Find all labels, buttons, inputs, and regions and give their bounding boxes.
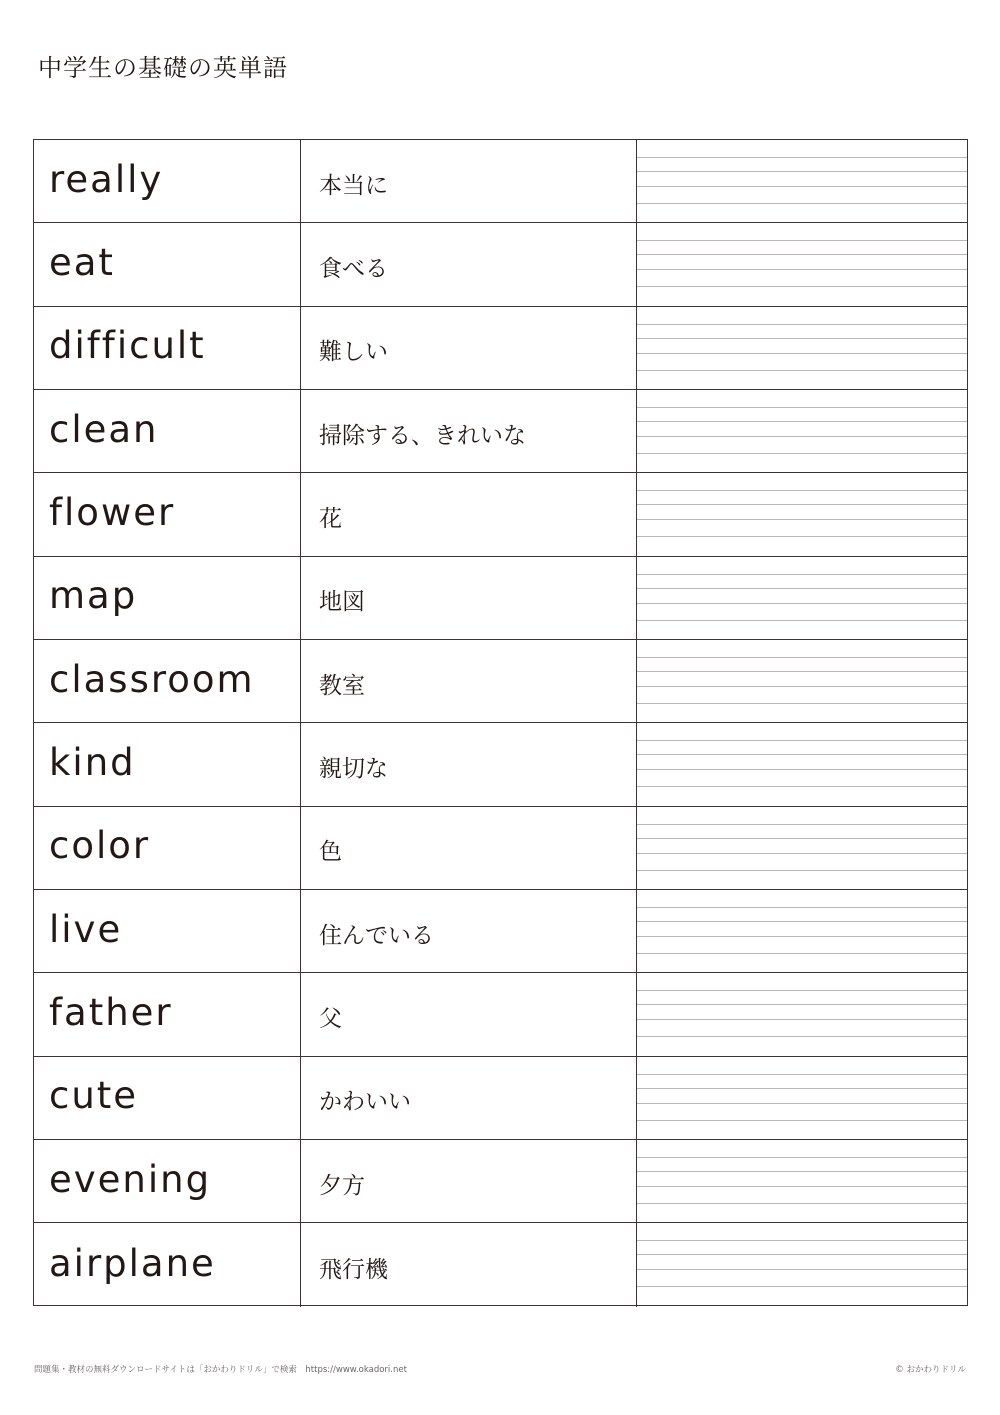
japanese-meaning: 本当に bbox=[301, 140, 637, 222]
english-word: difficult bbox=[34, 307, 301, 389]
english-word: map bbox=[34, 557, 301, 639]
writing-guide-line bbox=[637, 754, 967, 755]
writing-guide-line bbox=[637, 703, 967, 704]
writing-guide-line bbox=[637, 769, 967, 770]
vocab-row bbox=[34, 140, 967, 223]
writing-guide-line bbox=[637, 1254, 967, 1255]
writing-guide-line bbox=[637, 1004, 967, 1005]
page-title: 中学生の基礎の英単語 bbox=[38, 54, 288, 82]
vocab-row bbox=[34, 973, 967, 1056]
vocab-row bbox=[34, 1057, 967, 1140]
writing-practice-area bbox=[637, 557, 967, 639]
writing-guide-line bbox=[637, 1186, 967, 1187]
writing-guide-line bbox=[637, 907, 967, 908]
writing-guide-line bbox=[637, 519, 967, 520]
english-word: kind bbox=[34, 723, 301, 805]
writing-guide-line bbox=[637, 853, 967, 854]
writing-guide-line bbox=[637, 353, 967, 354]
writing-practice-area bbox=[637, 723, 967, 805]
japanese-meaning: 教室 bbox=[301, 640, 637, 722]
writing-guide-line bbox=[637, 1036, 967, 1037]
writing-guide-line bbox=[637, 1019, 967, 1020]
writing-guide-line bbox=[637, 671, 967, 672]
writing-guide-line bbox=[637, 1286, 967, 1287]
writing-guide-line bbox=[637, 453, 967, 454]
japanese-meaning: 食べる bbox=[301, 223, 637, 305]
writing-practice-area bbox=[637, 807, 967, 889]
writing-guide-line bbox=[637, 1269, 967, 1270]
vocab-row bbox=[34, 557, 967, 640]
writing-practice-area bbox=[637, 473, 967, 555]
japanese-meaning: 難しい bbox=[301, 307, 637, 389]
writing-guide-line bbox=[637, 1240, 967, 1241]
writing-guide-line bbox=[637, 504, 967, 505]
vocab-row bbox=[34, 640, 967, 723]
writing-guide-line bbox=[637, 171, 967, 172]
writing-guide-line bbox=[637, 953, 967, 954]
writing-guide-line bbox=[637, 269, 967, 270]
writing-practice-area bbox=[637, 640, 967, 722]
writing-guide-line bbox=[637, 1157, 967, 1158]
japanese-meaning: 掃除する、きれいな bbox=[301, 390, 637, 472]
writing-guide-line bbox=[637, 1120, 967, 1121]
english-word: eat bbox=[34, 223, 301, 305]
vocab-row bbox=[34, 390, 967, 473]
writing-guide-line bbox=[637, 740, 967, 741]
japanese-meaning: 住んでいる bbox=[301, 890, 637, 972]
vocab-row bbox=[34, 723, 967, 806]
writing-practice-area bbox=[637, 973, 967, 1055]
writing-guide-line bbox=[637, 240, 967, 241]
writing-guide-line bbox=[637, 186, 967, 187]
writing-guide-line bbox=[637, 1203, 967, 1204]
writing-practice-area bbox=[637, 390, 967, 472]
english-word: airplane bbox=[34, 1223, 301, 1306]
english-word: clean bbox=[34, 390, 301, 472]
writing-guide-line bbox=[637, 490, 967, 491]
japanese-meaning: 色 bbox=[301, 807, 637, 889]
english-word: cute bbox=[34, 1057, 301, 1139]
writing-guide-line bbox=[637, 324, 967, 325]
japanese-meaning: 父 bbox=[301, 973, 637, 1055]
writing-guide-line bbox=[637, 824, 967, 825]
writing-practice-area bbox=[637, 223, 967, 305]
writing-guide-line bbox=[637, 338, 967, 339]
japanese-meaning: 夕方 bbox=[301, 1140, 637, 1222]
writing-guide-line bbox=[637, 870, 967, 871]
vocab-row bbox=[34, 1223, 967, 1306]
writing-guide-line bbox=[637, 1088, 967, 1089]
english-word: live bbox=[34, 890, 301, 972]
writing-practice-area bbox=[637, 140, 967, 222]
writing-guide-line bbox=[637, 686, 967, 687]
japanese-meaning: 地図 bbox=[301, 557, 637, 639]
japanese-meaning: 飛行機 bbox=[301, 1223, 637, 1306]
writing-guide-line bbox=[637, 620, 967, 621]
writing-practice-area bbox=[637, 1140, 967, 1222]
vocab-row bbox=[34, 223, 967, 306]
japanese-meaning: 親切な bbox=[301, 723, 637, 805]
writing-guide-line bbox=[637, 786, 967, 787]
writing-guide-line bbox=[637, 1074, 967, 1075]
vocab-row bbox=[34, 473, 967, 556]
vocab-row bbox=[34, 807, 967, 890]
writing-guide-line bbox=[637, 203, 967, 204]
writing-guide-line bbox=[637, 536, 967, 537]
english-word: father bbox=[34, 973, 301, 1055]
vocab-row bbox=[34, 890, 967, 973]
english-word: classroom bbox=[34, 640, 301, 722]
writing-guide-line bbox=[637, 254, 967, 255]
writing-guide-line bbox=[637, 936, 967, 937]
english-word: flower bbox=[34, 473, 301, 555]
writing-guide-line bbox=[637, 574, 967, 575]
writing-guide-line bbox=[637, 588, 967, 589]
writing-practice-area bbox=[637, 1223, 967, 1306]
vocabulary-table bbox=[33, 139, 968, 1306]
writing-guide-line bbox=[637, 370, 967, 371]
writing-guide-line bbox=[637, 1171, 967, 1172]
footer-site-note: 問題集・教材の無料ダウンロードサイトは「おかわりドリル」で検索 https://www.okadori.net bbox=[34, 1365, 407, 1375]
japanese-meaning: 花 bbox=[301, 473, 637, 555]
japanese-meaning: かわいい bbox=[301, 1057, 637, 1139]
writing-guide-line bbox=[637, 436, 967, 437]
writing-practice-area bbox=[637, 890, 967, 972]
writing-guide-line bbox=[637, 657, 967, 658]
footer-copyright: © おかわりドリル bbox=[895, 1365, 966, 1375]
writing-guide-line bbox=[637, 921, 967, 922]
writing-guide-line bbox=[637, 421, 967, 422]
writing-guide-line bbox=[637, 603, 967, 604]
writing-guide-line bbox=[637, 157, 967, 158]
writing-guide-line bbox=[637, 286, 967, 287]
english-word: color bbox=[34, 807, 301, 889]
writing-guide-line bbox=[637, 990, 967, 991]
writing-practice-area bbox=[637, 307, 967, 389]
writing-guide-line bbox=[637, 838, 967, 839]
english-word: evening bbox=[34, 1140, 301, 1222]
english-word: really bbox=[34, 140, 301, 222]
writing-guide-line bbox=[637, 407, 967, 408]
writing-practice-area bbox=[637, 1057, 967, 1139]
writing-guide-line bbox=[637, 1103, 967, 1104]
vocab-row bbox=[34, 1140, 967, 1223]
vocab-row bbox=[34, 307, 967, 390]
